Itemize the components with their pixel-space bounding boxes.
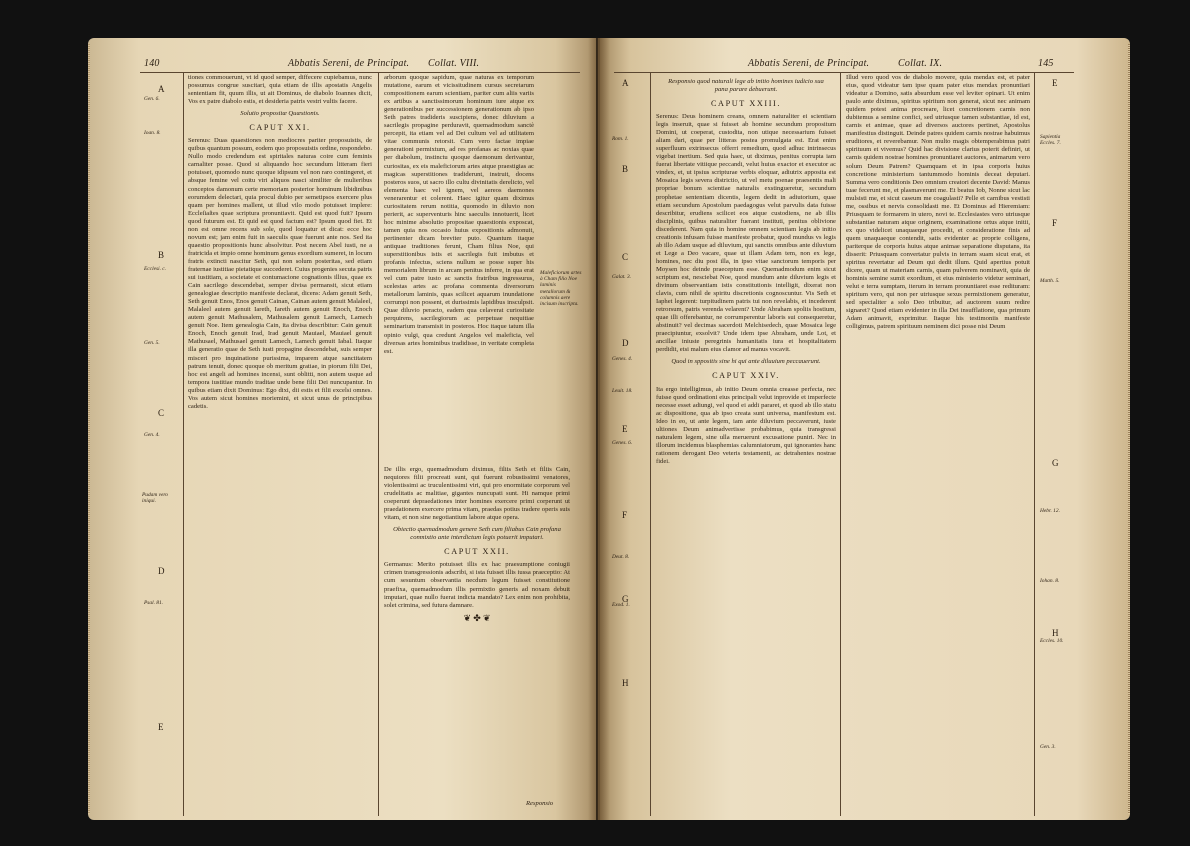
left-margin-rule: [183, 72, 184, 816]
r-margin-letter-e-right: E: [1052, 78, 1058, 88]
r-margin-letter-g: G: [622, 594, 629, 604]
right-running-title: Abbatis Sereni, de Principat.: [748, 58, 870, 69]
margin-note-maleficiorum: Maleficiorum artes à Cham filio Noe laminis metallorum & columnis aere incisum inscripta.: [540, 270, 582, 308]
margin-note-eccles: Ecclesi. c.: [144, 266, 166, 272]
r-note-sapientia: Sapientia Eccles. 7.: [1040, 134, 1061, 147]
left-page-edges: [88, 44, 90, 814]
right-right-margin-rule: [1034, 72, 1035, 816]
margin-note-ioan8: Ioan. 8.: [144, 130, 161, 136]
right-column-rule: [840, 72, 841, 816]
r-margin-letter-f: F: [622, 510, 628, 520]
book-gutter: [588, 38, 610, 820]
right-left-margin-rule: [650, 72, 651, 816]
margin-letter-e: E: [158, 722, 164, 732]
margin-note-gen4: Gen. 4.: [144, 432, 160, 438]
r-note-matth5: Matth. 5.: [1040, 278, 1060, 284]
r-margin-letter-g-right: G: [1052, 458, 1059, 468]
right-page-number: 145: [1038, 58, 1054, 69]
responsio-heading: Responsio quod naturali lege ab initio homines iudicio sua pana parare debuerunt.: [668, 78, 824, 93]
margin-note-gen6: Gen. 6.: [144, 96, 160, 102]
margin-note-gen5: Gen. 5.: [144, 340, 160, 346]
margin-letter-c: C: [158, 408, 165, 418]
margin-note-psal81: Psal. 81.: [144, 600, 164, 606]
r-margin-letter-d: D: [622, 338, 629, 348]
r-margin-letter-e: E: [622, 424, 628, 434]
chapter-xxiv-heading: CAPUT XXIV.: [712, 371, 780, 381]
right-collation: Collat. IX.: [898, 58, 943, 69]
left-page-number: 140: [144, 58, 160, 69]
r-note-rom1: Rom. 1.: [612, 136, 629, 142]
left-column-a: [188, 74, 372, 816]
margin-letter-b: B: [158, 250, 165, 260]
chapter-xxiv-text: Ita ergo intelligimus, ab initio Deum omnia creasse perfecta, nec fuisse quod ordinationi eius principali velut inprovide et imperfecte necesse esset adiungi, vel quod ei addi pararet, et quod ab illo statu ac dispositione, qua ab ipso creata sunt universa, manifestum est. Ideo in eo, ut ante legem, iam ante diluvium peccaverunt, iuste ultiones Deum animadvertisse probabimus, quia transgressi naturalem legem, sine ulla meruerunt excusatione puniri. Nec in illorum incidemus blasphemias calumniatorum, qui ignorantes hanc rationem derogant Deo veteris testamenti, ac detrahentes nostrae fidei.: [656, 385, 836, 465]
chapter-xxi-heading: CAPUT XXI.: [249, 123, 311, 133]
r-note-iohan8: Iohan. 8.: [1040, 578, 1060, 584]
margin-letter-d: D: [158, 566, 165, 576]
col-b-body-text: arborum quoque sapidum, quae naturas ex temporum mutatione, earum et vicissitudinem cursus secretarum compositionem earum scientiam, pariter cum aliis variis ex artibus a sanctissimorum hominum iure atque ex generationibus per successionem generationum ab ipso Seth patres tradideris suscipiens, donec diluvium a sacrilegis propagine perduravit, quemadmodum sanctè percepit, ita etiam vel ad Dei cultum vel ad utilitatem vitae communis retorsit. Cum vero factae impiae generationi permixtum, ad res profanas ac noxias quae per diabolum, instinctu quoque daemonum derivantur, curiositas, ex eis maleficiorum artes atque praestigias ac magicas superstitiones tradiderunt, instruit, docens posteros suos, ut sacro illo cultu divinitatis derelicto, vel elementa haec vel ignem, vel aereos daemones venerarentur et colerent. Haec igitur quam diximus curiositatem rerum notitia, quomodo in diluvio non perierit, ac superventuris hinc saeculis innotuerit, licet hoc minime absolutio propositae quaestionis exposcat, tamen quia nos occasio huius expositionis admonuit, pertinenter dicam breviter puto. Quantum itaque antiquae traditiones ferunt, Cham filius Noe, qui superstitionibus istis et sacrilegis fuit imbutus et profanis infectus, sciens nullum se posse super his memorialem librum in arcam penitus inferre, in qua erat vel cum patre iusto ac sanctis fratribus ingressurus, scelestas artes ac profana commenta diversorum metallorum laminis, quas scilicet aquarum inundatione corrumpi non possent, et durissimis lapidibus insculpsit. Quae diluvio peracto, eadem qua celaverat curiositate perquirens, sacrilegiorum ac perpetuae nequitiae seminarium transmisit in posteros. Hoc itaque tatum illa opinio vulgi, qua credunt Angelos vel maleficia, vel diversas artes hominibus tradidisse, in veritate completa est.: [384, 74, 534, 355]
r-note-gen3: Gen. 3.: [1040, 744, 1056, 750]
left-column-b-upper: [384, 74, 534, 466]
r-margin-letter-h: H: [622, 678, 629, 688]
right-column-c: [656, 74, 836, 816]
right-column-d: [846, 74, 1030, 816]
right-page-edges: [1128, 44, 1130, 814]
r-note-galat3: Galat. 3.: [612, 274, 632, 280]
r-margin-letter-f-right: F: [1052, 218, 1058, 228]
r-margin-letter-h-right: H: [1052, 628, 1059, 638]
r-note-exod1: Exod. 1.: [612, 602, 630, 608]
chapter-xxii-text: Germanus: Merito potuisset illis ex hac praesumptione coniugii crimen transgressionis adscribi, si ista fuisset illis iussa praeceptio: At cum sesuntum observantia necdum legum fuisset constitutione praefixa, quemadmodum illis permixtio generis ad noxam debuit imputari, quae nullo fuerat indicta mandato? Lex enim non prohibita, solet crimina, sed futura damnare.: [384, 561, 570, 609]
chapter-xxiii-text: Serenus: Deus hominem creans, omnem naturaliter ei scientiam legis inseruit, quae si fuisset ab homine secundum propositum Domini, ut coeperat, custodita, non utique necessarium fuisset aliam dari, quae per litteras postea promulgata est. Erat enim superfluum extrinsecus offerri remedium, quod adhuc intrinsecus vigebat inertium. Sed quia haec, ut diximus, penitus corrupta iam fuerat libertate vitiique peccandi, velut huius exactor et executor ac vindex, et, ut ipsius scripturae verbis eloquar, adiutrix apposita est Mosaica legis severa districtio, ut vel metu poenae praesentis mali propriae bonum scientiae naturalis exstingueretur, secundum prophetae sententiam dicentis, legem dedit in adiutorium, quae etiam secundum Apostolum paedagogus velut parvulis data fuisse describitur, erudiens scilicet eos atque custodiens, ne ab illis disciplinis, quibus naturaliter fuerant instituti, penitus oblivione discederent. Nam quia in homine omnem scientiam legis ab initio creationis infusam fuisse manifeste probatur, quod mundus vs legis ab illo Adam usque ad diluvium, qui sanctis omnibus ante diluvium et Lege a Deo vacare, quae ut illam Adam tem, non ex lege, homines, nec diu post illa, in ipso vitae sanctorum temporis per Moysen hoc deinde praeceptum esse. Quemadmodum enim sicut scriptum est, nesciebat Noe, quod mundum ante diluvium legis et divinum observantiam istis constitutionis intelligit, dixerat non clavis, cum nihil de spiritu discretionis cognoscuntur. Vis Seth et Iaphet legerent: turpitudinem patris tui non revelabis, et incederent retrorsum, patris verenda velarent? Unde Abraham spoliis hostium, quae illi offerebantur, ne corrumperentur laboris sui consequeretur, abstinuit? vel decimas sacerdoti Melchisedech, quae Mosaica lege praecipiuntur, exsolvit? Unde idem ipse Abraham, unde Lot, et ancillae iniuste peregrinis humanitatis iura et hospitalitatem perdidit, etsi malum eius clamor ad manus vocavit.: [656, 113, 836, 354]
quod-heading: Quod in sppositis sine hi qui ante diluuium peccauerunt.: [671, 358, 821, 366]
left-page: [88, 38, 596, 820]
margin-letter-a: A: [158, 84, 165, 94]
r-margin-letter-c: C: [622, 252, 629, 262]
chapter-xxii-heading: CAPUT XXII.: [444, 547, 510, 557]
left-catchword: Responsio: [526, 800, 554, 807]
r-note-hebr12: Hebr. 12.: [1040, 508, 1060, 514]
col-a-top-text: tiones commouerunt, vt id quod semper, diffecere cupiebamus, nunc possumus congrue suscitari, quia etiam de illis apostatis Angelis sententiam fit, quum illis, ut ait Dominus, de diabolo Ioannes dicit, Vos ex patre diabolo estis, et desideria patris vestri vultis facere.: [188, 74, 372, 106]
r-note-genes6: Genes. 6.: [612, 440, 633, 446]
right-page: [598, 38, 1130, 820]
left-head-rule: [140, 72, 580, 73]
chapter-xxiii-heading: CAPUT XXIII.: [711, 99, 781, 108]
col-d-top-text: Illud vero quod vos de diabolo movere, quia mendax est, et pater eius, quod videatur tam ipse quam pater eius mendax pronuntiari videatur a Domino, satis absurdum esse vel leviter opinari. Ut enim paulo ante diximus, spiritus spiritum non generat, sicut nec animam quidem potest anima procreare, licet concretionem carnis non dubitemus a semine confici, sed utriusque tamen substantiae, id est, carnis et animae, quae ad diversos auctores pertinet, Apostolus manifestius distinguit. Deinde patres quidem carnis nostrae habuimus eruditores, et reverebamur. Non multo magis obtemperabimus patri spirituum et vivemus? Quid hac divisione clarius poterit definiri, ut carnis quidem nostrae homines pronuntiaret auctores, animarum vero solum Deum Patrem? Quamquam et in ipsa corporis huius concretione ministerium tantummodo hominis deceat deputari. Summa vero conditionis Deo omnium creatori decente David: Manus tuae fecerunt me, et plasmaverunt me. Et beatus Iob, Nonne sicut lac mulsisti me, et sicut caseum me coagulasti? Pelle et carnibus vestisti me, ossibus et nervis consolidasti me. Et Dominus ad Hieremiam: Priusquam te formarem in utero, novi te. Ecclesiastes vero utriusque substantiae naturam atque originem, examinatione ortus atque initii, ex quo videlicet unaquaeque procedit, et consideratione finis ad quem unaquaeque contendit, satis evidenter ac proprie colligens, pariterque de corporis huius atque animae separatione disputans, ita disserit: Priusquam convertatur pulvis in terram suam sicut erat, et spiritus revertatur ad Deum qui dedit illum. Quid apertius potuit dicere, quam ut materiam carnis, quam pulverem nominavit, quia de hominis semine sumit exordium, et eius ministerio videtur seminari, velut e terra sumptam, iterum in terram pronuntiaret esse redituram: spiritum vero, qui non per utriusque sexus permixtionem generatur, sed specialiter a solo Deo tribuitur, ad auctorem suum redire signaret? Quod etiam evidenter in illa Dei insufflatione, qua primum Adam animavit, exprimitur. Itaque his testimoniis manifeste colligimus, patrem spirituum neminem dici posse nisi Deum: [846, 74, 1030, 331]
r-note-eccles10: Eccles. 10.: [1040, 638, 1064, 644]
r-note-genes4: Genes. 4.: [612, 356, 633, 362]
r-note-deut8: Deut. 8.: [612, 554, 630, 560]
left-running-title: Abbatis Sereni, de Principat.: [288, 58, 410, 69]
left-column-b-lower: [384, 466, 570, 816]
objectio-heading: Obiectio quemadmodum genere Seth cum filiabus Cain profana conmixtio ante interdictum legis potuerit imputari.: [393, 526, 561, 542]
r-note-leuit18: Leuit. 18.: [612, 388, 633, 394]
ornament-fleuron: ❦ ✤ ❦: [463, 612, 491, 623]
solution-heading: Solutio propositæ Quæstionis.: [240, 110, 320, 118]
right-head-rule: [614, 72, 1074, 73]
r-margin-letter-a: A: [622, 78, 629, 88]
col-b-lower-text: De illis ergo, quemadmodum diximus, filiis Seth et filiis Cain, nequiores filii procreati sunt, qui fuerunt robustissimi venatores, violentissimi ac truculentissimi viri, qui pro enormitate corporum vel crudelitatis ac malitiae, gigantes nuncupati sunt. Hi namque primi coeperunt depraedationes inter homines exercere primi corperunt ut praedationem exercere prima vitam, praedas potius tradere operis suis vitam, et non sine negotiantium labore atque opera.: [384, 466, 570, 522]
chapter-xxi-text: Serenus: Duas quaestiones non mediocres pariter proposuistis, de quibus quantum possum, eodem quo proposuistis ordine, respondebo. Nullo modo credendum est spiritales naturas coire cum feminis carnaliter posse. Quod si aliquando hoc secundum litteram fieri potuisset, quomodo nunc quoque idipsum vel non raro contingeret, et absque femine vel coitu viri aliquos nasci similiter de mulieribus conceptos damonum certe memoriam posterior hominum libidinibus eorumdem delectari, quia procul dubio per semetipsos exercere plus quam per homines mallent, ut illud vilo modo potuisset implere: Eccleſiaſtes quae scriptura pronuntiavit. Quid est quod fuit? Ipsum quod futurum est. Et quid est quod factum est? Ipsum quod fiet. Et non est omne recens sub sole, quod loquatur et dicat: ecce hoc novum est; jam enim fuit in saeculis quae fuerunt ante nos. Sed ita quaestio propositionis hunc absolvitur. Post necem Abel iusti, ne a fratricida et impio omne hominum genus exordium sumeret, in locum fratris extincti nascitur Seth, qui non solum posteritas, sed etiam fraternae iustitiae pietatique succederet. Cuius progenies secuta patris sui iustitiam, a societate et contumacione cognationis illius, quae ex Cain sacrilego descendebat, semper divisa permansit, sicut etiam genealogiae descriptio manifeste declarat, dicens: Adam genuit Seth, Seth genuit Enos, Enos genuit Cainan, Cainan autem genuit Malaleel, Malaleel autem genuit Iareth, Iareth autem genuit Enoch, Enoch autem genuit Mathusalem, Mathusalem genuit Lamech, Lamech genuit Noe. Item genealogia Cain, ita divisa describitur: Cain genuit Enoch, Enoch genuit Irad, Irad genuit Mauiael, Mauiael genuit Mathusael, Mathusael genuit Lamech, Lamech genuit Iabal. Itaque illa generatio quae de Seth iusti propagine descendebat, suis semper misceri pro inquinatione purissima, imparem atque sanctitatem patrum tenuit, donec quoque ob meritum gratiae, in piorum filii Dei, hoc est angeli ad homines incensi, sunt oblitti, non autem usque ad tempora iustitiae mundo traditae unde bene filii Dei nuncupantur. In quibus etiam dixit Dominus: Ego dixi, dii estis et filii excelsi omnes. Vos autem sicut homines moriemini, et sicut unus de principibus cadetis.: [188, 137, 372, 410]
margin-note-pudam: Pudam vero iniqui.: [142, 492, 168, 505]
left-column-rule: [378, 72, 379, 816]
left-collation: Collat. VIII.: [428, 58, 480, 69]
r-margin-letter-b: B: [622, 164, 629, 174]
open-book: [88, 38, 1130, 820]
